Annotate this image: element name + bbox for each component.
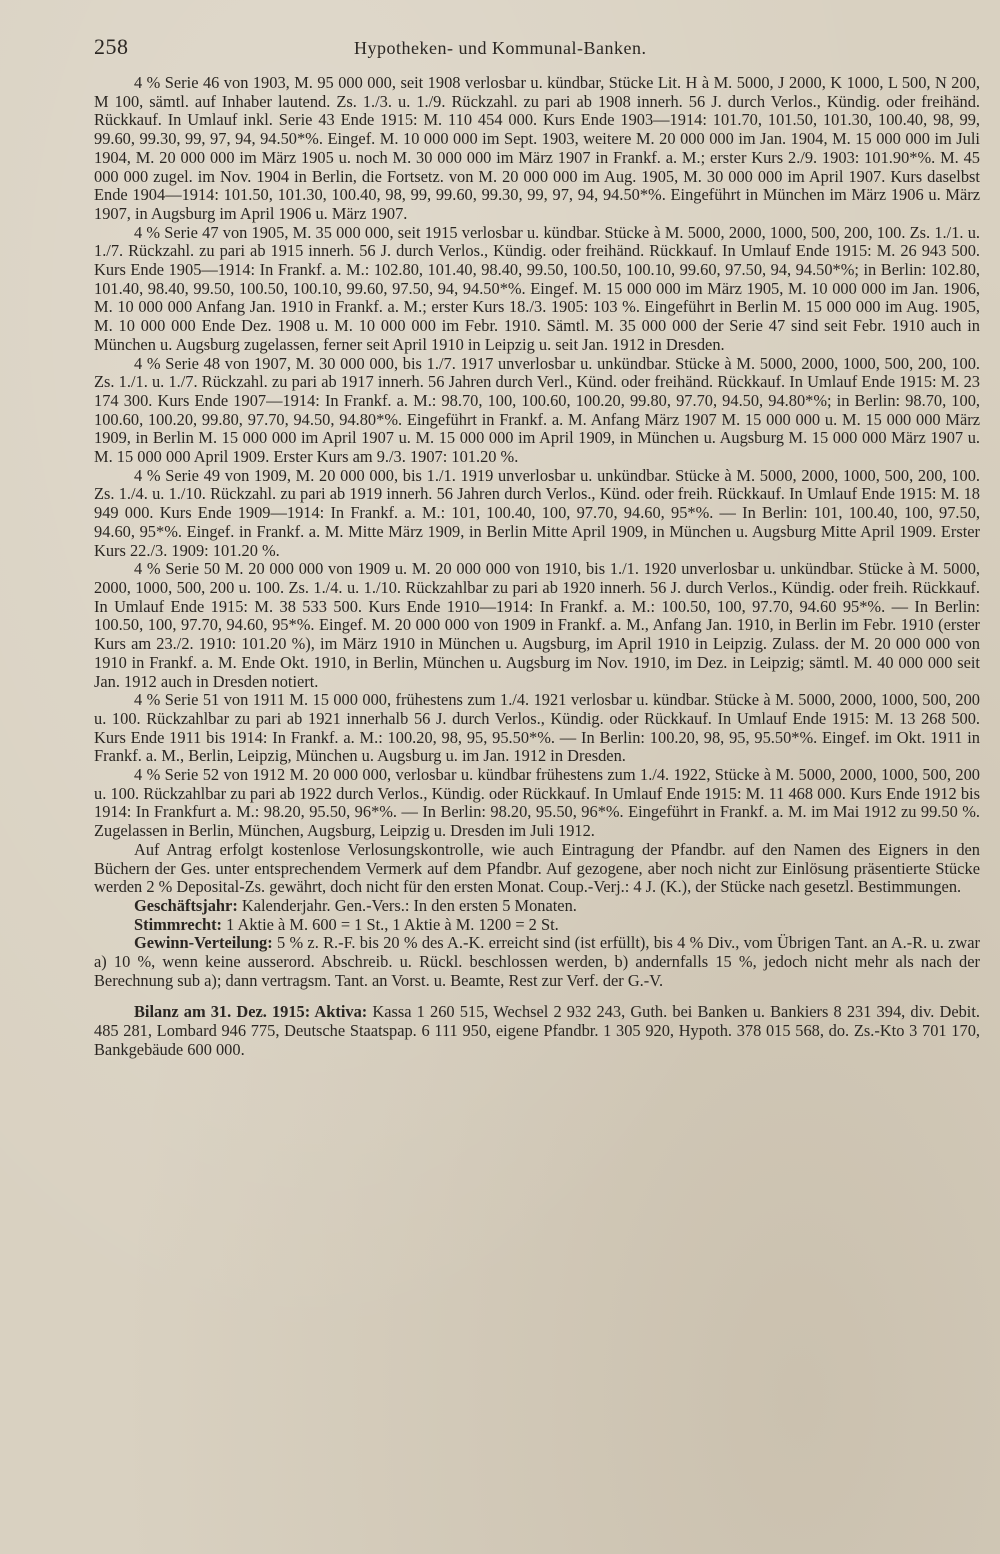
paragraph-text: 1 Aktie à M. 600 = 1 St., 1 Aktie à M. 1200 = 2 St. <box>222 914 559 934</box>
paragraph-text: 4 % Serie 46 von 1903, M. 95 000 000, seit 1908 verlosbar u. kündbar, Stücke Lit. H à M. 5000, J 2000, K 1000, L 500, N 200, M 100, sämtl. auf Inhaber lautend. Zs. 1./3. u. 1./9. Rückzahl. zu pari ab 1908 innerh. 56 J. durch Verlos., Kündig. oder freihänd. Rückkauf. In Umlauf inkl. Serie 43 Ende 1915: M. 110 454 000. Kurs Ende 1903—1914: 101.70, 101.50, 101.30, 100.40, 98, 99, 99.60, 99.30, 99, 97, 94, 94.50*%. Eingef. M. 10 000 000 im Sept. 1903, weitere M. 20 000 000 im Jan. 1904, M. 15 000 000 im Juli 1904, M. 20 000 000 im März 1905 u. noch M. 30 000 000 im März 1907 in Frankf. a. M.; erster Kurs 2./9. 1903: 101.90*%. M. 45 000 000 zugel. im Nov. 1904 in Berlin, die Fortsetz. von M. 20 000 000 im Aug. 1905, M. 30 000 000 im April 1907. Kurs daselbst Ende 1904—1914: 101.50, 101.30, 100.40, 98, 99, 99.60, 99.30, 99, 97, 94, 94.50*%. Eingeführt in München im März 1906 u. März 1907, in Augsburg im April 1906 u. März 1907. <box>94 73 980 223</box>
paragraph-serie-46 <box>94 74 980 224</box>
paragraph-stimmrecht <box>94 916 980 935</box>
paragraph-text: Auf Antrag erfolgt kostenlose Verlosungskontrolle, wie auch Eintragung der Pfandbr. auf den Namen des Eigners in den Büchern der Ges. unter entsprechendem Vermerk auf dem Pfandbr. Auf gezogene, aber noch nicht zur Einlösung präsentierte Stücke werden 2 % Deposital-Zs. gewährt, doch nicht für den ersten Monat. Coup.-Verj.: 4 J. (K.), der Stücke nach gesetzl. Bestimmungen. <box>94 839 980 897</box>
paragraph-text: 5 % z. R.-F. bis 20 % des A.-K. erreicht sind (ist erfüllt), bis 4 % Div., vom Übrigen Tant. an A.-R. u. zwar a) 10 %, wenn keine ausserord. Abschreib. u. Rückl. beschlossen werden, b) andernfalls 15 %, jedoch nicht mehr als nach der Berechnung sub a); dann vertragsm. Tant. an Vorst. u. Beamte, Rest zur Verf. der G.-V. <box>94 933 980 990</box>
paragraph-lead: Geschäftsjahr: <box>134 895 238 915</box>
paragraph-geschaeftsjahr <box>94 897 980 916</box>
page-header <box>94 34 980 74</box>
paragraph-bilanz <box>94 1003 980 1059</box>
paragraph-serie-49 <box>94 467 980 561</box>
paragraph-text: 4 % Serie 47 von 1905, M. 35 000 000, seit 1915 verlosbar u. kündbar. Stücke à M. 5000, 2000, 1000, 500, 200, 100. Zs. 1./1. u. 1./7. Rückzahl. zu pari ab 1915 innerh. 56 J. durch Verlos., Kündig. oder freihänd. Rückkauf. In Umlauf Ende 1915: M. 26 943 500. Kurs Ende 1905—1914: In Frankf. a. M.: 102.80, 101.40, 98.40, 99.50, 100.50, 100.10, 99.60, 97.50, 94, 94.50*%; in Berlin: 102.80, 101.40, 98.40, 99.50, 100.50, 100.10, 99.60, 97.50, 94, 94.50*%. Eingef. M. 15 000 000 im März 1905, M. 10 000 000 im Jan. 1906, M. 10 000 000 Anfang Jan. 1910 in Frankf. a. M.; erster Kurs 18./3. 1905: 103 %. Eingeführt in Berlin M. 15 000 000 im Aug. 1905, M. 10 000 000 Ende Dez. 1908 u. M. 10 000 000 im Febr. 1910. Sämtl. M. 35 000 000 der Serie 47 sind seit Febr. 1910 auch in München u. Augsburg zugelassen, ferner seit April 1910 in Leipzig u. seit Jan. 1912 in Dresden. <box>94 222 980 354</box>
paragraph-verlosungskontrolle <box>94 841 980 897</box>
paragraph-gewinn-verteilung <box>94 934 980 990</box>
paragraph-text: 4 % Serie 50 M. 20 000 000 von 1909 u. M. 20 000 000 von 1910, bis 1./1. 1920 unverlosbar u. unkündbar. Stücke à M. 5000, 2000, 1000, 500, 200 u. 100. Zs. 1./4. u. 1./10. Rückzahlbar zu pari ab 1920 innerh. 56 J. durch Verlos., Kündig. oder freih. Rückkauf. In Umlauf Ende 1915: M. 38 533 500. Kurs Ende 1910—1914: In Frankf. a. M.: 100.50, 100, 97.70, 94.60 95*%. — In Berlin: 100.50, 100, 97.70, 94.60, 95*%. Eingef. M. 20 000 000 von 1909 in Frankf. a. M., Anfang Jan. 1910, in Berlin im Febr. 1910 (erster Kurs am 23./2. 1910: 101.20 %), im März 1910 in München u. Augsburg, im April 1910 in Leipzig. Zulass. der M. 20 000 000 von 1910 in Frankf. a. M. Ende Okt. 1910, in Berlin, München u. Augsburg im Nov. 1910, im Dez. in Leipzig; sämtl. M. 40 000 000 seit Jan. 1912 auch in Dresden notiert. <box>94 559 980 691</box>
paragraph-text: 4 % Serie 48 von 1907, M. 30 000 000, bis 1./7. 1917 unverlosbar u. unkündbar. Stücke à M. 5000, 2000, 1000, 500, 200, 100. Zs. 1./1. u. 1./7. Rückzahl. zu pari ab 1917 innerh. 56 Jahren durch Verl., Künd. oder freihänd. Rückkauf. In Umlauf Ende 1915: M. 23 174 300. Kurs Ende 1907—1914: In Frankf. a. M.: 98.70, 100, 100.60, 100.20, 99.80, 97.70, 94.50, 94.80*%; in Berlin: 98.70, 100, 100.60, 100.20, 99.80, 97.70, 94.50, 94.80*%. Eingeführt in Frankf. a. M. Anfang März 1907 M. 15 000 000 u. M. 15 000 000 März 1909, in Berlin M. 15 000 000 im April 1907 u. M. 15 000 000 im April 1909, in München u. Augsburg M. 15 000 000 März 1907 u. M. 15 000 000 April 1909. Erster Kurs am 9./3. 1907: 101.20 %. <box>94 353 980 467</box>
paragraph-lead: Gewinn-Verteilung: <box>134 933 273 953</box>
paragraph-text: 4 % Serie 51 von 1911 M. 15 000 000, frühestens zum 1./4. 1921 verlosbar u. kündbar. Stücke à M. 5000, 2000, 1000, 500, 200 u. 100. Rückzahlbar zu pari ab 1921 innerhalb 56 J. durch Verlos., Kündig. oder Rückkauf. In Umlauf Ende 1915: M. 13 268 500. Kurs Ende 1911 bis 1914: In Frankf. a. M.: 100.20, 98, 95, 95.50*%. — In Berlin: 100.20, 98, 95, 95.50*%. Eingef. im Okt. 1911 in Frankf. a. M., Berlin, Leipzig, München u. Augsburg u. im Jan. 1912 in Dresden. <box>94 690 980 766</box>
paragraph-text: Kassa 1 260 515, Wechsel 2 932 243, Guth. bei Banken u. Bankiers 8 231 394, div. Debit. 485 281, Lombard 946 775, Deutsche Staatspap. 6 111 950, eigene Pfandbr. 1 305 920, Hypoth. 378 015 568, do. Zs.-Kto 3 701 170, Bankgebäude 600 000. <box>94 1002 980 1059</box>
running-title: Hypotheken- und Kommunal-Banken. <box>354 38 647 58</box>
paragraph-lead: Bilanz am 31. Dez. 1915: Aktiva: <box>134 1002 368 1022</box>
paragraph-serie-51 <box>94 691 980 766</box>
paragraph-serie-47 <box>94 224 980 355</box>
paragraph-serie-52 <box>94 766 980 841</box>
paragraph-lead: Stimmrecht: <box>134 914 222 934</box>
page-number: 258 <box>94 34 129 59</box>
paragraph-serie-50 <box>94 560 980 691</box>
paragraph-serie-48 <box>94 355 980 467</box>
paragraph-text: 4 % Serie 49 von 1909, M. 20 000 000, bis 1./1. 1919 unverlosbar u. unkündbar. Stücke à M. 5000, 2000, 1000, 500, 200, 100. Zs. 1./4. u. 1./10. Rückzahl. zu pari ab 1919 innerh. 56 Jahren durch Verlos., Künd. oder freih. Rückkauf. In Umlauf Ende 1915: M. 18 949 000. Kurs Ende 1909—1914: In Frankf. a. M.: 101, 100.40, 100, 97.70, 94.60, 95*%. — In Berlin: 101, 100.40, 100, 97.50, 94.60, 95*%. Eingef. in Frankf. a. M. Mitte März 1909, in Berlin Mitte April 1909, in München u. Augsburg Mitte April 1909. Erster Kurs 22./3. 1909: 101.20 %. <box>94 465 980 560</box>
document-body <box>94 74 980 1060</box>
paragraph-text: 4 % Serie 52 von 1912 M. 20 000 000, verlosbar u. kündbar frühestens zum 1./4. 1922, Stücke à M. 5000, 2000, 1000, 500, 200 u. 100. Rückzahlbar zu pari ab 1922 durch Verlos., Kündig. oder Rückkauf. In Umlauf Ende 1915: M. 11 468 000. Kurs Ende 1912 bis 1914: In Frankfurt a. M.: 98.20, 95.50, 96*%. — In Berlin: 98.20, 95.50, 96*%. Eingeführt in Frankf. a. M. im Mai 1912 zu 99.50 %. Zugelassen in Berlin, München, Augsburg, Leipzig u. Dresden im Juli 1912. <box>94 765 980 841</box>
paragraph-text: Kalenderjahr. Gen.-Vers.: In den ersten 5 Monaten. <box>237 895 577 915</box>
